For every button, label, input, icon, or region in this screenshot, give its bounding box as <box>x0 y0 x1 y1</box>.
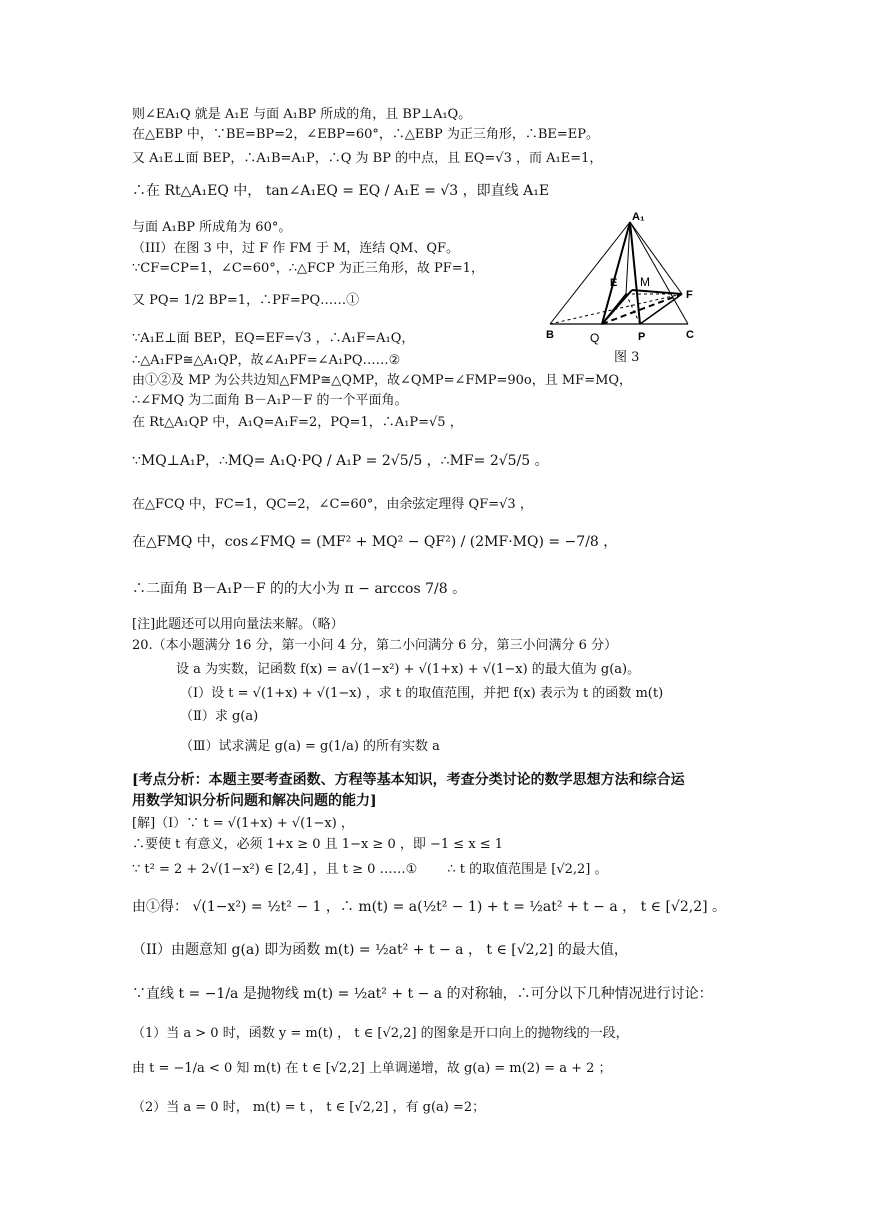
text-line: 在△EBP 中，∵BE=BP=2，∠EBP=60°，∴△EBP 为正三角形，∴BE=EP。 <box>132 127 600 142</box>
figure-3-diagram <box>540 210 710 350</box>
text-line: ∴要使 t 有意义，必须 1+x ≥ 0 且 1−x ≥ 0 ，即 −1 ≤ x ≤ 1 <box>132 837 504 852</box>
edge-A1-B <box>550 222 630 324</box>
text-line: 由①得： √(1−x²) = ½t² − 1 ，∴ m(t) = a(½t² − 1) + t = ½at² + t − a ， t ∈ [√2,2] 。 <box>132 899 727 915</box>
text-line: 又 PQ= 1/2 BP=1，∴PF=PQ……① <box>132 293 360 308</box>
text-line: ∵A₁E⊥面 BEP，EQ=EF=√3 ，∴A₁F=A₁Q， <box>132 331 415 346</box>
edge-P-F <box>640 294 682 324</box>
text-line: 由 t = −1/a < 0 知 m(t) 在 t ∈ [√2,2] 上单调递增，故 g(a) = m(2) = a + 2 ； <box>132 1061 612 1076</box>
text-line: 由①②及 MP 为公共边知△FMP≅△QMP，故∠QMP=∠FMP=90o，且 MF=MQ， <box>132 373 633 388</box>
text-line: 设 a 为实数，记函数 f(x) = a√(1−x²) + √(1+x) + √(1−x) 的最大值为 g(a)。 <box>176 662 641 677</box>
label-A1: A₁ <box>632 211 645 223</box>
text-line: ∴在 Rt△A₁EQ 中， tan∠A₁EQ = EQ / A₁E = √3 ，即直线 A₁E <box>132 183 550 199</box>
text-line: （2）当 a = 0 时， m(t) = t ， t ∈ [√2,2] ，有 g(a) =2； <box>132 1100 486 1115</box>
text-line: （III）在图 3 中，过 F 作 FM 于 M，连结 QM、QF。 <box>132 241 460 256</box>
label-B: B <box>546 329 554 341</box>
text-line: [考点分析：本题主要考查函数、方程等基本知识，考查分类讨论的数学思想方法和综合运 <box>132 772 685 788</box>
text-line: ∵MQ⊥A₁P，∴MQ= A₁Q·PQ / A₁P = 2√5/5 ，∴MF= 2√5/5 。 <box>132 453 549 469</box>
text-line: 在△FMQ 中，cos∠FMQ = (MF² + MQ² − QF²) / (2MF·MQ) = −7/8 ， <box>132 534 618 550</box>
text-line: 在△FCQ 中，FC=1，QC=2，∠C=60°，由余弦定理得 QF=√3 ， <box>132 497 533 512</box>
text-line: ∵ t² = 2 + 2√(1−x²) ∈ [2,4] ，且 t ≥ 0 ……① ∴ t 的取值范围是 [√2,2] 。 <box>132 862 608 877</box>
text-line: 用数学知识分析问题和解决问题的能力] <box>132 793 377 809</box>
text-line: ∴二面角 B－A₁P－F 的的大小为 π − arccos 7/8 。 <box>132 581 467 597</box>
text-line: ∵CF=CP=1，∠C=60°，∴△FCP 为正三角形，故 PF=1， <box>132 261 484 276</box>
text-line: （II）由题意知 g(a) 即为函数 m(t) = ½at² + t − a ， t ∈ [√2,2] 的最大值， <box>132 942 628 958</box>
text-line: [注]此题还可以用向量法来解。（略） <box>132 617 344 632</box>
text-line: 20.（本小题满分 16 分，第一小问 4 分，第二小问满分 6 分，第三小问满分 6 分） <box>132 638 618 653</box>
text-line: ∴∠FMQ 为二面角 B－A₁P－F 的一个平面角。 <box>132 393 408 408</box>
text-line: 又 A₁E⊥面 BEP，∴A₁B=A₁P，∴Q 为 BP 的中点，且 EQ=√3 ，而 A₁E=1， <box>132 151 603 166</box>
label-C: C <box>686 329 694 341</box>
text-line: 则∠EA₁Q 就是 A₁E 与面 A₁BP 所成的角，且 BP⊥A₁Q。 <box>132 107 472 122</box>
text-line: [解]（I）∵ t = √(1+x) + √(1−x) ， <box>132 816 354 831</box>
figure-caption: 图 3 <box>614 350 640 365</box>
text-line: （Ⅲ）试求满足 g(a) = g(1/a) 的所有实数 a <box>180 739 440 754</box>
text-line: （1）当 a > 0 时，函数 y = m(t) ， t ∈ [√2,2] 的图象是开口向上的抛物线的一段， <box>132 1026 629 1041</box>
text-line: ∴△A₁FP≅△A₁QP，故∠A₁PF=∠A₁PQ……② <box>132 353 401 368</box>
text-line: （Ⅱ）求 g(a) <box>180 709 259 724</box>
label-M: M <box>640 275 650 289</box>
label-P: P <box>638 331 646 343</box>
text-line: 与面 A₁BP 所成角为 60°。 <box>132 220 292 235</box>
label-Q: Q <box>590 331 600 345</box>
edge-M-F <box>632 290 682 294</box>
text-line: 在 Rt△A₁QP 中，A₁Q=A₁F=2，PQ=1，∴A₁P=√5 ， <box>132 415 463 430</box>
label-E: E <box>610 277 618 289</box>
text-line: （Ⅰ）设 t = √(1+x) + √(1−x) ，求 t 的取值范围，并把 f(x) 表示为 t 的函数 m(t) <box>180 686 664 701</box>
label-F: F <box>686 289 693 301</box>
text-line: ∵直线 t = −1/a 是抛物线 m(t) = ½at² + t − a 的对称轴，∴可分以下几种情况进行讨论： <box>132 986 713 1002</box>
edge-A1-F <box>630 222 682 294</box>
